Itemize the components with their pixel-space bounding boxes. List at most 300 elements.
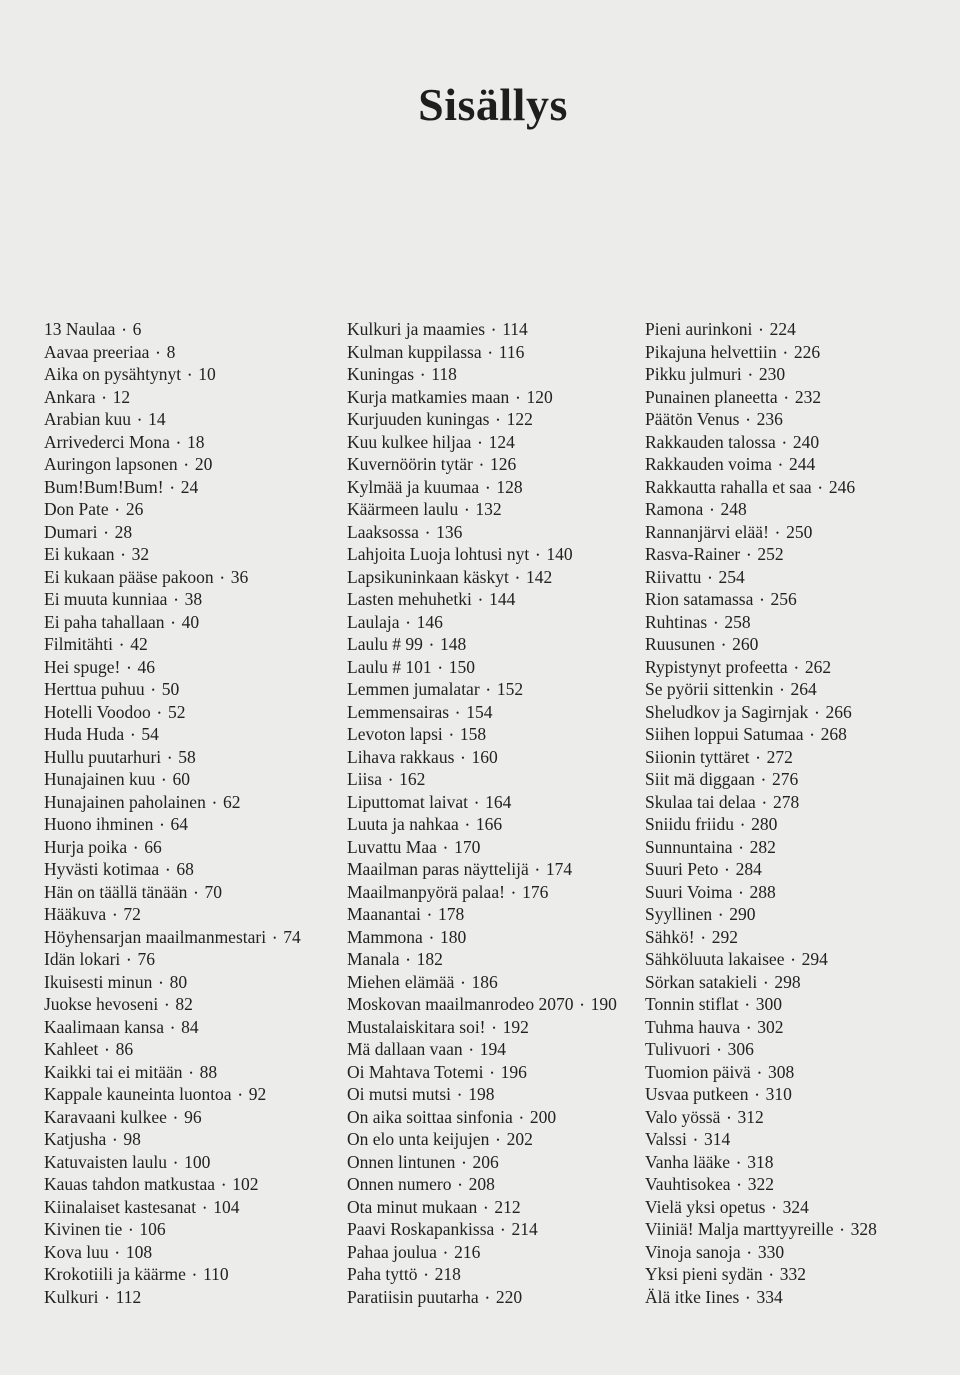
bullet-separator: • bbox=[815, 707, 819, 718]
song-title: Bum!Bum!Bum! bbox=[44, 476, 164, 497]
bullet-separator: • bbox=[469, 1045, 473, 1055]
toc-entry bbox=[44, 858, 344, 881]
toc-entry bbox=[44, 1218, 344, 1241]
bullet-separator: • bbox=[184, 460, 188, 470]
bullet-separator: • bbox=[222, 1180, 226, 1190]
song-title: Manala bbox=[347, 949, 400, 969]
page-number: 264 bbox=[790, 679, 817, 699]
bullet-separator: • bbox=[756, 752, 760, 763]
page-number: 102 bbox=[232, 1174, 259, 1194]
toc-entry bbox=[44, 701, 344, 724]
toc-entry bbox=[44, 318, 344, 341]
bullet-separator: • bbox=[516, 392, 520, 403]
toc-entry bbox=[645, 701, 957, 724]
toc-entry bbox=[347, 1083, 642, 1106]
song-title: Punainen planeetta bbox=[645, 386, 778, 407]
page-number: 136 bbox=[436, 521, 463, 542]
page-number: 104 bbox=[213, 1196, 240, 1217]
song-title: Vanha lääke bbox=[645, 1151, 731, 1172]
bullet-separator: • bbox=[438, 662, 442, 673]
page-number: 332 bbox=[779, 1264, 807, 1284]
song-title: Hunajainen paholainen bbox=[44, 791, 206, 812]
bullet-separator: • bbox=[156, 347, 160, 358]
toc-entry bbox=[347, 1151, 642, 1174]
bullet-separator: • bbox=[488, 347, 492, 358]
bullet-separator: • bbox=[840, 1225, 844, 1235]
toc-entry bbox=[44, 768, 344, 791]
bullet-separator: • bbox=[747, 550, 751, 560]
page-number: 182 bbox=[416, 949, 443, 969]
song-title: Hotelli Voodoo bbox=[44, 701, 151, 722]
toc-entry bbox=[347, 768, 642, 791]
toc-entry bbox=[645, 498, 957, 521]
page-number: 14 bbox=[148, 409, 166, 429]
bullet-separator: • bbox=[189, 1067, 193, 1078]
bullet-separator: • bbox=[129, 1225, 133, 1235]
bullet-separator: • bbox=[127, 955, 131, 965]
toc-entry bbox=[44, 971, 344, 994]
page-number: 58 bbox=[178, 746, 196, 767]
song-title: Moskovan maailmanrodeo 2070 bbox=[347, 994, 574, 1014]
song-title: Hän on täällä tänään bbox=[44, 881, 188, 902]
toc-entry bbox=[44, 408, 344, 431]
page-number: 306 bbox=[727, 1039, 754, 1059]
bullet-separator: • bbox=[113, 910, 117, 920]
song-title: Lihava rakkaus bbox=[347, 746, 455, 767]
bullet-separator: • bbox=[121, 550, 125, 560]
song-title: Luuta ja nahkaa bbox=[347, 814, 459, 834]
toc-entry bbox=[44, 926, 344, 949]
bullet-separator: • bbox=[717, 1045, 721, 1055]
bullet-separator: • bbox=[238, 1090, 242, 1100]
page-number: 18 bbox=[187, 431, 205, 452]
toc-entry bbox=[347, 1173, 642, 1196]
song-title: Rannanjärvi elää! bbox=[645, 521, 769, 542]
toc-entry bbox=[645, 768, 957, 791]
bullet-separator: • bbox=[151, 685, 155, 695]
page-number: 226 bbox=[793, 341, 821, 362]
toc-entry bbox=[645, 1016, 957, 1039]
page-number: 88 bbox=[199, 1061, 218, 1082]
bullet-separator: • bbox=[486, 685, 490, 695]
page-number: 310 bbox=[765, 1084, 792, 1104]
bullet-separator: • bbox=[515, 572, 519, 583]
toc-entry bbox=[347, 363, 642, 386]
bullet-separator: • bbox=[492, 325, 496, 335]
song-title: Skulaa tai delaa bbox=[645, 791, 756, 812]
toc-entry bbox=[645, 1196, 957, 1219]
page-number: 124 bbox=[488, 431, 515, 452]
song-title: Pikku julmuri bbox=[645, 364, 742, 384]
toc-entry bbox=[44, 1263, 344, 1286]
song-title: Rypistynyt profeetta bbox=[645, 656, 788, 677]
page-number: 324 bbox=[782, 1196, 809, 1217]
page-number: 26 bbox=[125, 499, 144, 519]
page-number: 260 bbox=[732, 634, 759, 654]
page-number: 148 bbox=[439, 634, 467, 654]
toc-entry bbox=[645, 476, 957, 499]
page-number: 52 bbox=[167, 701, 186, 722]
page-number: 120 bbox=[526, 386, 553, 407]
song-title: Laulaja bbox=[347, 611, 400, 632]
song-title: Paratiisin puutarha bbox=[347, 1286, 479, 1307]
page-number: 140 bbox=[546, 544, 573, 564]
toc-entry bbox=[645, 993, 957, 1016]
page-number: 80 bbox=[169, 971, 188, 992]
page-number: 146 bbox=[416, 611, 443, 632]
toc-entry bbox=[645, 881, 957, 904]
bullet-separator: • bbox=[693, 1135, 697, 1145]
bullet-separator: • bbox=[479, 460, 484, 470]
page-number: 268 bbox=[820, 724, 847, 744]
song-title: Sunnuntaina bbox=[645, 836, 733, 857]
bullet-separator: • bbox=[784, 392, 788, 403]
toc-entry bbox=[44, 903, 344, 926]
bullet-separator: • bbox=[755, 1090, 759, 1100]
bullet-separator: • bbox=[757, 1067, 761, 1078]
bullet-separator: • bbox=[496, 415, 500, 425]
bullet-separator: • bbox=[737, 1180, 741, 1190]
bullet-separator: • bbox=[104, 527, 108, 538]
song-title: Laulu # 99 bbox=[347, 634, 423, 654]
song-title: Aika on pysähtynyt bbox=[44, 364, 182, 384]
toc-entry bbox=[645, 633, 957, 656]
page-number: 176 bbox=[522, 881, 549, 902]
page-number: 278 bbox=[772, 791, 800, 812]
toc-entry bbox=[44, 476, 344, 499]
song-title: Höyhensarjan maailmanmestari bbox=[44, 926, 267, 947]
bullet-separator: • bbox=[714, 617, 718, 628]
toc-entry bbox=[645, 408, 957, 431]
bullet-separator: • bbox=[701, 932, 705, 943]
toc-entry bbox=[347, 521, 642, 544]
toc-entry bbox=[44, 521, 344, 544]
bullet-separator: • bbox=[443, 842, 448, 853]
toc-entry bbox=[347, 611, 642, 634]
page-number: 244 bbox=[789, 454, 816, 474]
song-title: Valssi bbox=[645, 1129, 687, 1149]
song-title: Idän lokari bbox=[44, 949, 121, 969]
toc-entry bbox=[645, 791, 957, 814]
toc-entry bbox=[645, 1241, 957, 1264]
bullet-separator: • bbox=[747, 1247, 751, 1258]
page-number: 282 bbox=[749, 836, 776, 857]
toc-entry bbox=[645, 318, 957, 341]
page-number: 8 bbox=[166, 341, 176, 362]
toc-entry bbox=[347, 408, 642, 431]
toc-entry bbox=[44, 498, 344, 521]
page-number: 280 bbox=[751, 814, 778, 834]
bullet-separator: • bbox=[710, 505, 714, 515]
page-number: 158 bbox=[459, 724, 487, 744]
toc-entry bbox=[347, 1038, 642, 1061]
song-title: Huda Huda bbox=[44, 724, 125, 744]
page-number: 74 bbox=[283, 926, 301, 947]
page-number: 258 bbox=[724, 611, 751, 632]
bullet-separator: • bbox=[791, 955, 795, 965]
page-number: 154 bbox=[466, 701, 493, 722]
toc-entry bbox=[44, 453, 344, 476]
page-number: 290 bbox=[729, 904, 756, 924]
song-title: Laaksossa bbox=[347, 521, 419, 542]
song-title: Tonnin stiflat bbox=[645, 994, 739, 1014]
bullet-separator: • bbox=[782, 437, 786, 448]
page-number: 6 bbox=[132, 319, 142, 339]
bullet-separator: • bbox=[406, 617, 410, 628]
song-title: Katuvaisten laulu bbox=[44, 1151, 167, 1172]
page-number: 114 bbox=[502, 319, 528, 339]
bullet-separator: • bbox=[519, 1112, 523, 1123]
song-title: Rasva-Rainer bbox=[645, 544, 741, 564]
song-title: Siihen loppui Satumaa bbox=[645, 724, 804, 744]
toc-entry bbox=[645, 1038, 957, 1061]
bullet-separator: • bbox=[496, 1135, 500, 1145]
song-title: Kivinen tie bbox=[44, 1219, 123, 1239]
bullet-separator: • bbox=[783, 347, 787, 358]
toc-entry bbox=[347, 386, 642, 409]
song-title: Aavaa preeriaa bbox=[44, 341, 150, 362]
bullet-separator: • bbox=[425, 527, 430, 538]
song-title: Oi Mahtava Totemi bbox=[347, 1061, 484, 1082]
toc-entry bbox=[347, 858, 642, 881]
bullet-separator: • bbox=[794, 662, 798, 673]
page-number: 128 bbox=[496, 476, 523, 497]
song-title: Rakkautta rahalla et saa bbox=[645, 476, 812, 497]
song-title: Kappale kauneinta luontoa bbox=[44, 1084, 232, 1104]
toc-entry bbox=[347, 1218, 642, 1241]
song-title: Suuri Peto bbox=[645, 859, 719, 879]
bullet-separator: • bbox=[740, 820, 745, 830]
song-title: Filmitähti bbox=[44, 634, 114, 654]
page-number: 92 bbox=[248, 1084, 267, 1104]
toc-entry bbox=[347, 791, 642, 814]
toc-entry bbox=[645, 611, 957, 634]
song-title: Rakkauden talossa bbox=[645, 431, 776, 452]
song-title: Kuu kulkee hiljaa bbox=[347, 431, 472, 452]
toc-entry bbox=[347, 746, 642, 769]
toc-entry bbox=[44, 948, 344, 971]
bullet-separator: • bbox=[535, 865, 539, 875]
song-title: Rakkauden voima bbox=[645, 454, 772, 474]
toc-entry bbox=[645, 1151, 957, 1174]
page-number: 60 bbox=[172, 769, 190, 789]
song-title: Miehen elämää bbox=[347, 971, 455, 992]
song-title: Tulivuori bbox=[645, 1039, 711, 1059]
toc-entry bbox=[347, 431, 642, 454]
page-number: 32 bbox=[131, 544, 150, 564]
page-number: 200 bbox=[529, 1106, 557, 1127]
bullet-separator: • bbox=[168, 752, 172, 763]
bullet-separator: • bbox=[484, 1202, 488, 1213]
toc-entry bbox=[44, 836, 344, 859]
bullet-separator: • bbox=[737, 1157, 741, 1168]
page-number: 106 bbox=[139, 1219, 166, 1239]
toc-entry bbox=[645, 1173, 957, 1196]
bullet-separator: • bbox=[580, 1000, 584, 1010]
bullet-separator: • bbox=[105, 1045, 109, 1055]
page-number: 252 bbox=[757, 544, 784, 564]
toc-entry bbox=[44, 746, 344, 769]
toc-entry bbox=[44, 813, 344, 836]
bullet-separator: • bbox=[485, 1292, 489, 1303]
page-number: 72 bbox=[123, 904, 141, 924]
bullet-separator: • bbox=[424, 1270, 428, 1280]
toc-entry bbox=[347, 1196, 642, 1219]
page-number: 186 bbox=[471, 971, 498, 992]
song-title: Käärmeen laulu bbox=[347, 499, 459, 519]
toc-entry bbox=[347, 318, 642, 341]
song-title: Pahaa joulua bbox=[347, 1241, 437, 1262]
page-number: 322 bbox=[747, 1174, 774, 1194]
page-number: 218 bbox=[434, 1264, 461, 1284]
song-title: Tuhma hauva bbox=[645, 1016, 741, 1037]
bullet-separator: • bbox=[465, 505, 469, 515]
bullet-separator: • bbox=[159, 977, 163, 988]
toc-entry bbox=[347, 498, 642, 521]
song-title: Ruusunen bbox=[645, 634, 715, 654]
bullet-separator: • bbox=[511, 887, 516, 898]
page-number: 132 bbox=[475, 499, 502, 519]
page-number: 20 bbox=[194, 454, 213, 474]
song-title: Kova luu bbox=[44, 1241, 109, 1262]
toc-entry bbox=[44, 1083, 344, 1106]
bullet-separator: • bbox=[739, 887, 743, 898]
bullet-separator: • bbox=[456, 707, 460, 718]
song-title: Mä dallaan vaan bbox=[347, 1039, 463, 1059]
page-number: 10 bbox=[198, 364, 216, 384]
bullet-separator: • bbox=[761, 775, 766, 785]
toc-entry bbox=[44, 1173, 344, 1196]
page-number: 42 bbox=[130, 634, 148, 654]
toc-entry bbox=[347, 476, 642, 499]
toc-entry bbox=[645, 1106, 957, 1129]
toc-entry bbox=[44, 1151, 344, 1174]
page-number: 152 bbox=[496, 679, 524, 699]
song-title: Hääkuva bbox=[44, 904, 107, 924]
toc-entry bbox=[645, 836, 957, 859]
toc-entry bbox=[44, 993, 344, 1016]
song-title: Sähkö! bbox=[645, 926, 695, 947]
toc-entry bbox=[44, 566, 344, 589]
song-title: Katjusha bbox=[44, 1129, 107, 1149]
song-title: On aika soittaa sinfonia bbox=[347, 1106, 513, 1127]
song-title: Vinoja sanoja bbox=[645, 1241, 741, 1262]
toc-entry bbox=[347, 588, 642, 611]
bullet-separator: • bbox=[772, 1202, 776, 1213]
toc-entry bbox=[645, 543, 957, 566]
page-number: 224 bbox=[769, 319, 796, 339]
toc-entry bbox=[645, 341, 957, 364]
song-title: Mustalaiskitara soi! bbox=[347, 1016, 486, 1037]
page-number: 110 bbox=[203, 1264, 229, 1284]
toc-entry bbox=[44, 431, 344, 454]
page-number: 160 bbox=[471, 746, 498, 767]
song-title: Kaalimaan kansa bbox=[44, 1016, 165, 1037]
page-number: 180 bbox=[439, 926, 467, 947]
song-title: Ruhtinas bbox=[645, 611, 708, 632]
song-title: Kurja matkamies maan bbox=[347, 386, 510, 407]
song-title: Ramona bbox=[645, 499, 704, 519]
bullet-separator: • bbox=[501, 1225, 505, 1235]
toc-entry bbox=[44, 656, 344, 679]
song-title: Lapsikuninkaan käskyt bbox=[347, 566, 509, 587]
toc-entry bbox=[347, 453, 642, 476]
toc-entry bbox=[347, 723, 642, 746]
toc-entry bbox=[44, 1196, 344, 1219]
song-title: Kulkuri bbox=[44, 1286, 99, 1307]
song-title: Riivattu bbox=[645, 566, 702, 587]
song-title: Arrivederci Mona bbox=[44, 431, 170, 452]
bullet-separator: • bbox=[171, 617, 175, 628]
toc-entry bbox=[44, 341, 344, 364]
toc-entry bbox=[645, 566, 957, 589]
toc-entry bbox=[347, 1016, 642, 1039]
bullet-separator: • bbox=[462, 1157, 466, 1168]
bullet-separator: • bbox=[764, 977, 768, 988]
bullet-separator: • bbox=[162, 775, 166, 785]
page-number: 50 bbox=[161, 679, 180, 699]
page-number: 164 bbox=[485, 791, 512, 812]
toc-entry bbox=[645, 1286, 957, 1309]
toc-column-2 bbox=[347, 318, 642, 1308]
bullet-separator: • bbox=[759, 325, 763, 335]
song-title: Auringon lapsonen bbox=[44, 454, 178, 474]
song-title: Hurja poika bbox=[44, 836, 128, 857]
bullet-separator: • bbox=[478, 437, 482, 448]
bullet-separator: • bbox=[780, 685, 784, 695]
toc-entry bbox=[44, 1106, 344, 1129]
toc-entry bbox=[44, 1128, 344, 1151]
toc-entry bbox=[347, 881, 642, 904]
page-number: 288 bbox=[749, 881, 776, 902]
page-number: 62 bbox=[222, 791, 241, 812]
song-title: Maanantai bbox=[347, 904, 421, 924]
page-number: 122 bbox=[506, 409, 533, 429]
song-title: Rion satamassa bbox=[645, 589, 754, 609]
page-number: 84 bbox=[181, 1016, 199, 1037]
song-title: Ei kukaan bbox=[44, 544, 115, 564]
bullet-separator: • bbox=[492, 1022, 496, 1033]
bullet-separator: • bbox=[722, 640, 726, 650]
page-number: 230 bbox=[758, 364, 786, 384]
song-title: Krokotiili ja käärme bbox=[44, 1264, 186, 1284]
bullet-separator: • bbox=[134, 842, 138, 853]
page-number: 118 bbox=[431, 364, 457, 384]
song-title: Lemmen jumalatar bbox=[347, 679, 480, 699]
song-title: Lemmensairas bbox=[347, 701, 450, 722]
page-number: 212 bbox=[494, 1196, 521, 1217]
bullet-separator: • bbox=[449, 730, 453, 740]
bullet-separator: • bbox=[160, 820, 164, 830]
song-title: Kauas tahdon matkustaa bbox=[44, 1174, 216, 1194]
song-title: Hullu puutarhuri bbox=[44, 746, 162, 767]
toc-entry bbox=[347, 1061, 642, 1084]
bullet-separator: • bbox=[170, 482, 174, 493]
toc-entry bbox=[347, 1128, 642, 1151]
bullet-separator: • bbox=[389, 775, 393, 785]
page-number: 292 bbox=[711, 926, 738, 947]
bullet-separator: • bbox=[725, 865, 729, 875]
page-number: 98 bbox=[123, 1129, 141, 1149]
song-title: Huono ihminen bbox=[44, 814, 154, 834]
page-number: 314 bbox=[703, 1129, 731, 1149]
page-number: 298 bbox=[774, 971, 801, 992]
page-number: 330 bbox=[757, 1241, 785, 1262]
toc-entry bbox=[645, 1061, 957, 1084]
page-number: 142 bbox=[526, 566, 553, 587]
toc-entry bbox=[44, 386, 344, 409]
page-number: 216 bbox=[454, 1241, 481, 1262]
